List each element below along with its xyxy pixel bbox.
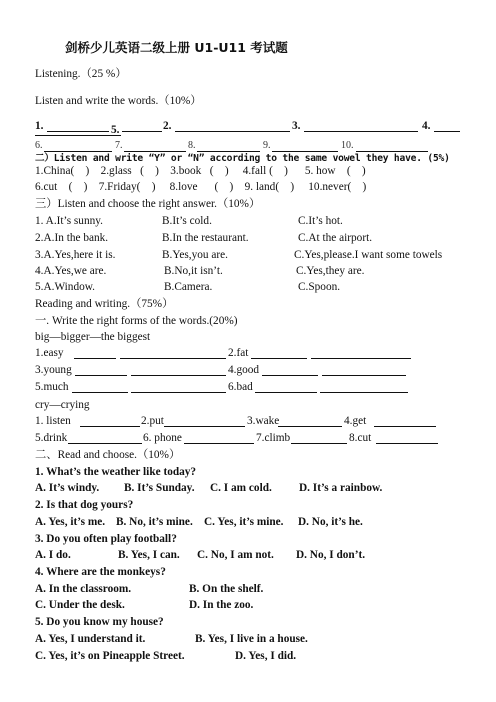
choice-1b: B.It’s cold. [162,215,212,227]
q3-option-d[interactable]: D. No, I don’t. [296,549,366,561]
answer-drink[interactable] [68,433,142,444]
question-5: 5. Do you know my house? [35,616,164,628]
vowel-row-2: 6.cut ( ) 7.Friday( ) 8.love ( ) 9. land( ) 10.never( ) [35,181,367,193]
q4-option-a[interactable]: A. In the classroom. [35,583,132,595]
answer-blank-5[interactable] [122,121,162,132]
q2-option-a[interactable]: A. Yes, it’s me. [35,516,106,528]
q2-option-d[interactable]: D. No, it’s he. [298,516,363,528]
choice-4a: 4.A.Yes,we are. [35,265,107,277]
word-listen: 1. listen [35,415,71,427]
answer-blank-6[interactable] [44,141,112,152]
answer-young-comparative[interactable] [75,365,127,376]
blank-label-8: 8. [188,140,196,151]
blank-label-5: 5. [111,124,120,136]
answer-fat-comparative[interactable] [251,348,307,359]
answer-get[interactable] [374,416,436,427]
reading-writing-heading: Reading and writing.（75%） [35,298,174,310]
q2-option-c[interactable]: C. Yes, it’s mine. [204,516,284,528]
q3-option-c[interactable]: C. No, I am not. [197,549,274,561]
word-forms-heading: 一. Write the right forms of the words.(20%) [35,315,238,327]
q2-option-b[interactable]: B. No, it’s mine. [116,516,193,528]
answer-blank-9[interactable] [272,141,338,152]
word-bad: 6.bad [228,381,253,393]
question-2: 2. Is that dog yours? [35,499,134,511]
read-choose-heading: 二、Read and choose.（10%） [35,449,181,461]
q5-option-a[interactable]: A. Yes, I understand it. [35,633,146,645]
choice-2c: C.At the airport. [298,232,373,244]
word-wake: 3.wake [247,415,280,427]
answer-blank-2[interactable] [175,121,290,132]
q4-option-b[interactable]: B. On the shelf. [189,583,264,595]
choice-4c: C.Yes,they are. [296,265,365,277]
q3-option-a[interactable]: A. I do. [35,549,71,561]
question-3: 3. Do you often play football? [35,533,177,545]
answer-listen[interactable] [80,416,140,427]
question-4: 4. Where are the monkeys? [35,566,166,578]
question-1: 1. What’s the weather like today? [35,466,197,478]
vowel-row-1: 1.China( ) 2.glass ( ) 3.book ( ) 4.fall ( ) 5. how ( ) [35,165,366,177]
word-cut: 8.cut [349,432,372,444]
answer-wake[interactable] [278,416,342,427]
answer-much-superlative[interactable] [131,382,226,393]
answer-blank-10[interactable] [356,141,428,152]
q4-option-d[interactable]: D. In the zoo. [189,599,254,611]
example-comparative: big—bigger—the biggest [35,331,151,343]
listening-heading: Listening.（25 %） [35,68,127,80]
choice-3a: 3.A.Yes,here it is. [35,249,116,261]
q1-option-b[interactable]: B. It’s Sunday. [124,482,195,494]
word-put: 2.put [141,415,164,427]
word-young: 3.young [35,364,72,376]
choice-5c: C.Spoon. [298,281,341,293]
blank-label-3: 3. [292,120,301,132]
word-get: 4.get [344,415,367,427]
q4-option-c[interactable]: C. Under the desk. [35,599,125,611]
q1-option-a[interactable]: A. It’s windy. [35,482,100,494]
answer-put[interactable] [164,416,245,427]
answer-bad-superlative[interactable] [320,382,408,393]
answer-blank-7[interactable] [124,141,186,152]
word-easy: 1.easy [35,347,64,359]
word-much: 5.much [35,381,69,393]
choice-5a: 5.A.Window. [35,281,95,293]
choice-2b: B.In the restaurant. [162,232,249,244]
blank-label-2: 2. [163,120,172,132]
word-fat: 2.fat [228,347,249,359]
blank-label-9: 9. [263,140,271,151]
answer-much-comparative[interactable] [72,382,128,393]
choice-1a: 1. A.It’s sunny. [35,215,103,227]
choice-3b: B.Yes,you are. [162,249,229,261]
q5-option-c[interactable]: C. Yes, it’s on Pineapple Street. [35,650,185,662]
answer-young-superlative[interactable] [131,365,226,376]
answer-easy-superlative[interactable] [120,348,226,359]
word-good: 4.good [228,364,260,376]
answer-good-superlative[interactable] [322,365,406,376]
answer-bad-comparative[interactable] [255,382,317,393]
word-climb: 7.climb [256,432,291,444]
blank-label-7: 7. [115,140,123,151]
choice-2a: 2.A.In the bank. [35,232,109,244]
word-phone: 6. phone [143,432,182,444]
choice-3c: C.Yes,please.I want some towels [294,249,443,261]
answer-blank-8[interactable] [197,141,260,152]
answer-blank-3[interactable] [304,121,418,132]
choose-answer-heading: 三）Listen and choose the right answer.（10%） [35,198,261,210]
q5-option-b[interactable]: B. Yes, I live in a house. [195,633,308,645]
q1-option-c[interactable]: C. I am cold. [210,482,272,494]
blank-label-10: 10. [341,140,354,151]
q1-option-d[interactable]: D. It’s a rainbow. [299,482,383,494]
answer-blank-continuation [35,125,121,136]
answer-phone[interactable] [184,433,254,444]
q5-option-d[interactable]: D. Yes, I did. [235,650,297,662]
choice-1c: C.It’s hot. [298,215,343,227]
word-drink: 5.drink [35,432,68,444]
choice-5b: B.Camera. [164,281,213,293]
vowel-section-heading: 二）Listen and write “Y” or “N” according to the same vowel they have. (5%) [35,153,450,164]
page-title: 剑桥少儿英语二级上册 U1-U11 考试题 [65,40,288,55]
answer-climb[interactable] [291,433,347,444]
blank-label-6: 6. [35,140,43,151]
example-ing: cry—crying [35,399,90,411]
blank-label-4: 4. [422,120,431,132]
q3-option-b[interactable]: B. Yes, I can. [118,549,180,561]
listen-write-heading: Listen and write the words.（10%） [35,95,202,107]
answer-blank-4[interactable] [434,121,460,132]
choice-4b: B.No,it isn’t. [164,265,223,277]
answer-good-comparative[interactable] [262,365,318,376]
answer-easy-comparative[interactable] [74,348,116,359]
answer-fat-superlative[interactable] [311,348,411,359]
answer-cut[interactable] [376,433,438,444]
blank-label-1: 1. [35,120,44,132]
